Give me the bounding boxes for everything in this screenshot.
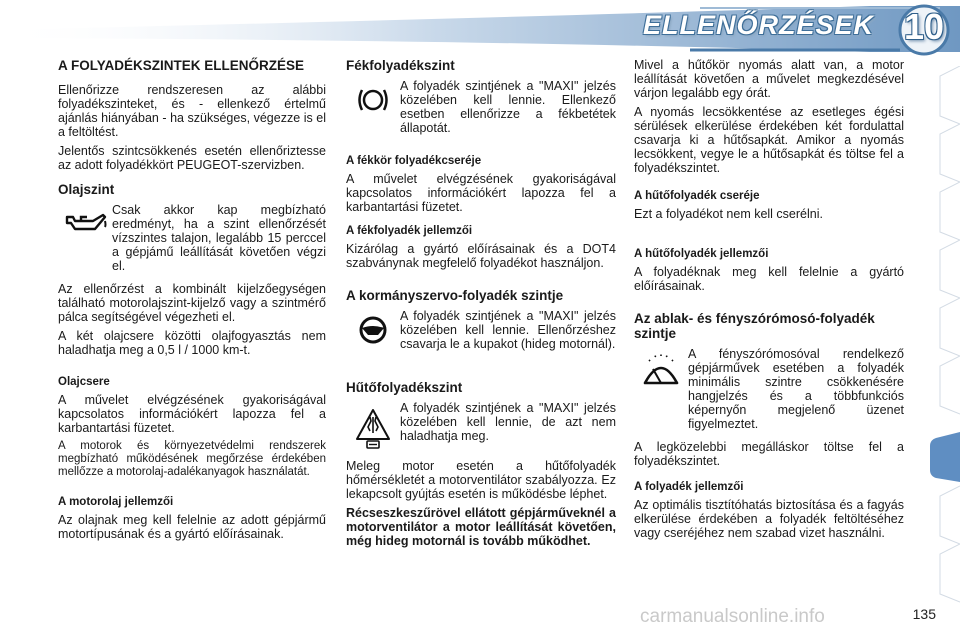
brake-fluid-note-text: A folyadék szintjének a "MAXI" jelzés közelében kell lennie. Ellenkező esetben ellenőrizze a fékbetétek állapotát. bbox=[400, 79, 616, 135]
section-title-fluid-levels: A FOLYADÉKSZINTEK ELLENŐRZÉSE bbox=[58, 58, 305, 73]
brake-fluid-note bbox=[346, 79, 616, 140]
coolant-heading: Hűtőfolyadékszint bbox=[346, 380, 463, 395]
brake-fluid-change-paragraph: A művelet elvégzésének gyakoriságával kapcsolatos információkért lapozza fel a karbantartási füzetet. bbox=[346, 172, 616, 214]
washer-fluid-spec-paragraph: Az optimális tisztítóhatás biztosítása és a fagyás elkerülése érdekében a folyadék feltöltéséhez vagy cseréjéhez nem szabad vizet használni. bbox=[634, 498, 904, 540]
coolant-note bbox=[346, 401, 616, 449]
oil-level-paragraph-2: A két olajcsere közötti olajfogyasztás nem haladhatja meg a 0,5 l / 1000 km-t. bbox=[58, 329, 326, 357]
washer-fluid-note-text: A fényszórómosóval rendelkező gépjárművek esetében a folyadék minimális szintre csökkenésére hangjelzés és a többfunkciós képernyőn megjelenő üzenet figyelmeztet. bbox=[688, 347, 904, 431]
oil-spec-heading: A motorolaj jellemzői bbox=[58, 496, 174, 508]
coolant-spec-heading: A hűtőfolyadék jellemzői bbox=[634, 248, 769, 260]
steering-wheel-icon bbox=[356, 315, 390, 345]
coolant-change-paragraph: Ezt a folyadékot nem kell cserélni. bbox=[634, 207, 823, 221]
brake-fluid-spec-paragraph: Kizárólag a gyártó előírásainak és a DOT4 szabványnak megfelelő folyadékot használjon. bbox=[346, 242, 616, 270]
oil-level-note bbox=[58, 203, 326, 278]
coolant-note-text: A folyadék szintjének a "MAXI" jelzés közelében kell lennie, de azt nem haladhatja meg. bbox=[400, 401, 616, 443]
washer-fluid-note bbox=[634, 347, 904, 436]
windscreen-washer-icon bbox=[641, 353, 681, 387]
washer-fluid-heading: Az ablak- és fényszórómosó-folyadék szintje bbox=[634, 311, 875, 341]
oil-change-paragraph-2: A motorok és környezetvédelmi rendszerek megbízható működésének megőrzése érdekében mellőzze a motorolaj-adalékanyagok használatát. bbox=[58, 440, 326, 478]
oil-change-paragraph-1: A művelet elvégzésének gyakoriságával kapcsolatos információkért lapozza fel a karbantartási füzetet. bbox=[58, 393, 326, 435]
washer-fluid-paragraph: A legközelebbi megálláskor töltse fel a folyadékszintet. bbox=[634, 440, 904, 468]
chapter-title: ELLENŐRZÉSEK bbox=[642, 10, 874, 40]
coolant-paragraph-3: A nyomás lecsökkentése az esetleges égési sérülések elkerülése érdekében két fordulattal csavarja ki a hűtősapkát. Amikor a nyomás lecsökkent, vegye le a hűtősapkát és töltse fel a folyadékszintet. bbox=[634, 105, 904, 175]
intro-paragraph-2: Jelentős szintcsökkenés esetén ellenőriztesse az adott folyadékkört PEUGEOT-szervizben. bbox=[58, 144, 326, 172]
coolant-change-heading: A hűtőfolyadék cseréje bbox=[634, 190, 760, 202]
coolant-warning-paragraph: Récseszkeszűrövel ellátott gépjárműveknél a motorventilátor a motor leállítását követően, még hideg motornál is tovább működhet. bbox=[346, 506, 616, 548]
chapter-side-tabs[interactable] bbox=[928, 66, 960, 626]
oil-spec-paragraph: Az olajnak meg kell felelnie az adott gépjármű motortípusának és a gyártó előírásainak. bbox=[58, 513, 326, 541]
watermark: carmanualsonline.info bbox=[640, 606, 825, 627]
brake-fluid-change-heading: A fékkör folyadékcseréje bbox=[346, 155, 482, 167]
brake-warning-icon bbox=[356, 85, 390, 115]
column-left bbox=[58, 58, 326, 546]
column-right bbox=[634, 58, 904, 545]
chapter-number: 10 bbox=[903, 6, 944, 47]
power-steering-note-text: A folyadék szintjének a "MAXI" jelzés közelében kell lennie. Ellenőrzéshez csavarja le a kupakot (hideg motornál). bbox=[400, 309, 616, 351]
brake-fluid-spec-heading: A fékfolyadék jellemzői bbox=[346, 225, 473, 237]
oil-can-icon bbox=[63, 209, 107, 235]
coolant-paragraph-2: Mivel a hűtőkör nyomás alatt van, a motor leállítását követően a művelet megkezdésével várjon legalább egy órát. bbox=[634, 58, 904, 100]
oil-level-paragraph-1: Az ellenőrzést a kombinált kijelzőegységen található motorolajszint-kijelző vagy a szintmérő pálca segítségével végezheti el. bbox=[58, 282, 326, 324]
coolant-paragraph-1: Meleg motor esetén a hűtőfolyadék hőmérsékletét a motorventilátor szabályozza. Ez lekapcsolt gyújtás esetén is működésbe léphet. bbox=[346, 459, 616, 501]
page-number: 135 bbox=[912, 606, 936, 622]
oil-level-note-text: Csak akkor kap megbízható eredményt, ha a szint ellenőrzését vízszintes talajon, legalább 15 perccel a gépjámű leállítását követően végzi el. bbox=[112, 203, 326, 273]
coolant-warning-icon bbox=[354, 407, 392, 449]
coolant-spec-paragraph: A folyadéknak meg kell felelnie a gyártó előírásainak. bbox=[634, 265, 904, 293]
intro-paragraph-1: Ellenőrizze rendszeresen az alábbi folyadékszinteket, és - ellenkező értelmű ajánlás hiányában - ha szükséges, végezze is el a feltöltést. bbox=[58, 83, 326, 139]
power-steering-heading: A kormányszervo-folyadék szintje bbox=[346, 288, 564, 303]
oil-change-heading: Olajcsere bbox=[58, 376, 110, 388]
column-middle bbox=[346, 58, 616, 553]
power-steering-note bbox=[346, 309, 616, 356]
oil-level-heading: Olajszint bbox=[58, 182, 115, 197]
brake-fluid-heading: Fékfolyadékszint bbox=[346, 58, 455, 73]
washer-fluid-spec-heading: A folyadék jellemzői bbox=[634, 481, 744, 493]
